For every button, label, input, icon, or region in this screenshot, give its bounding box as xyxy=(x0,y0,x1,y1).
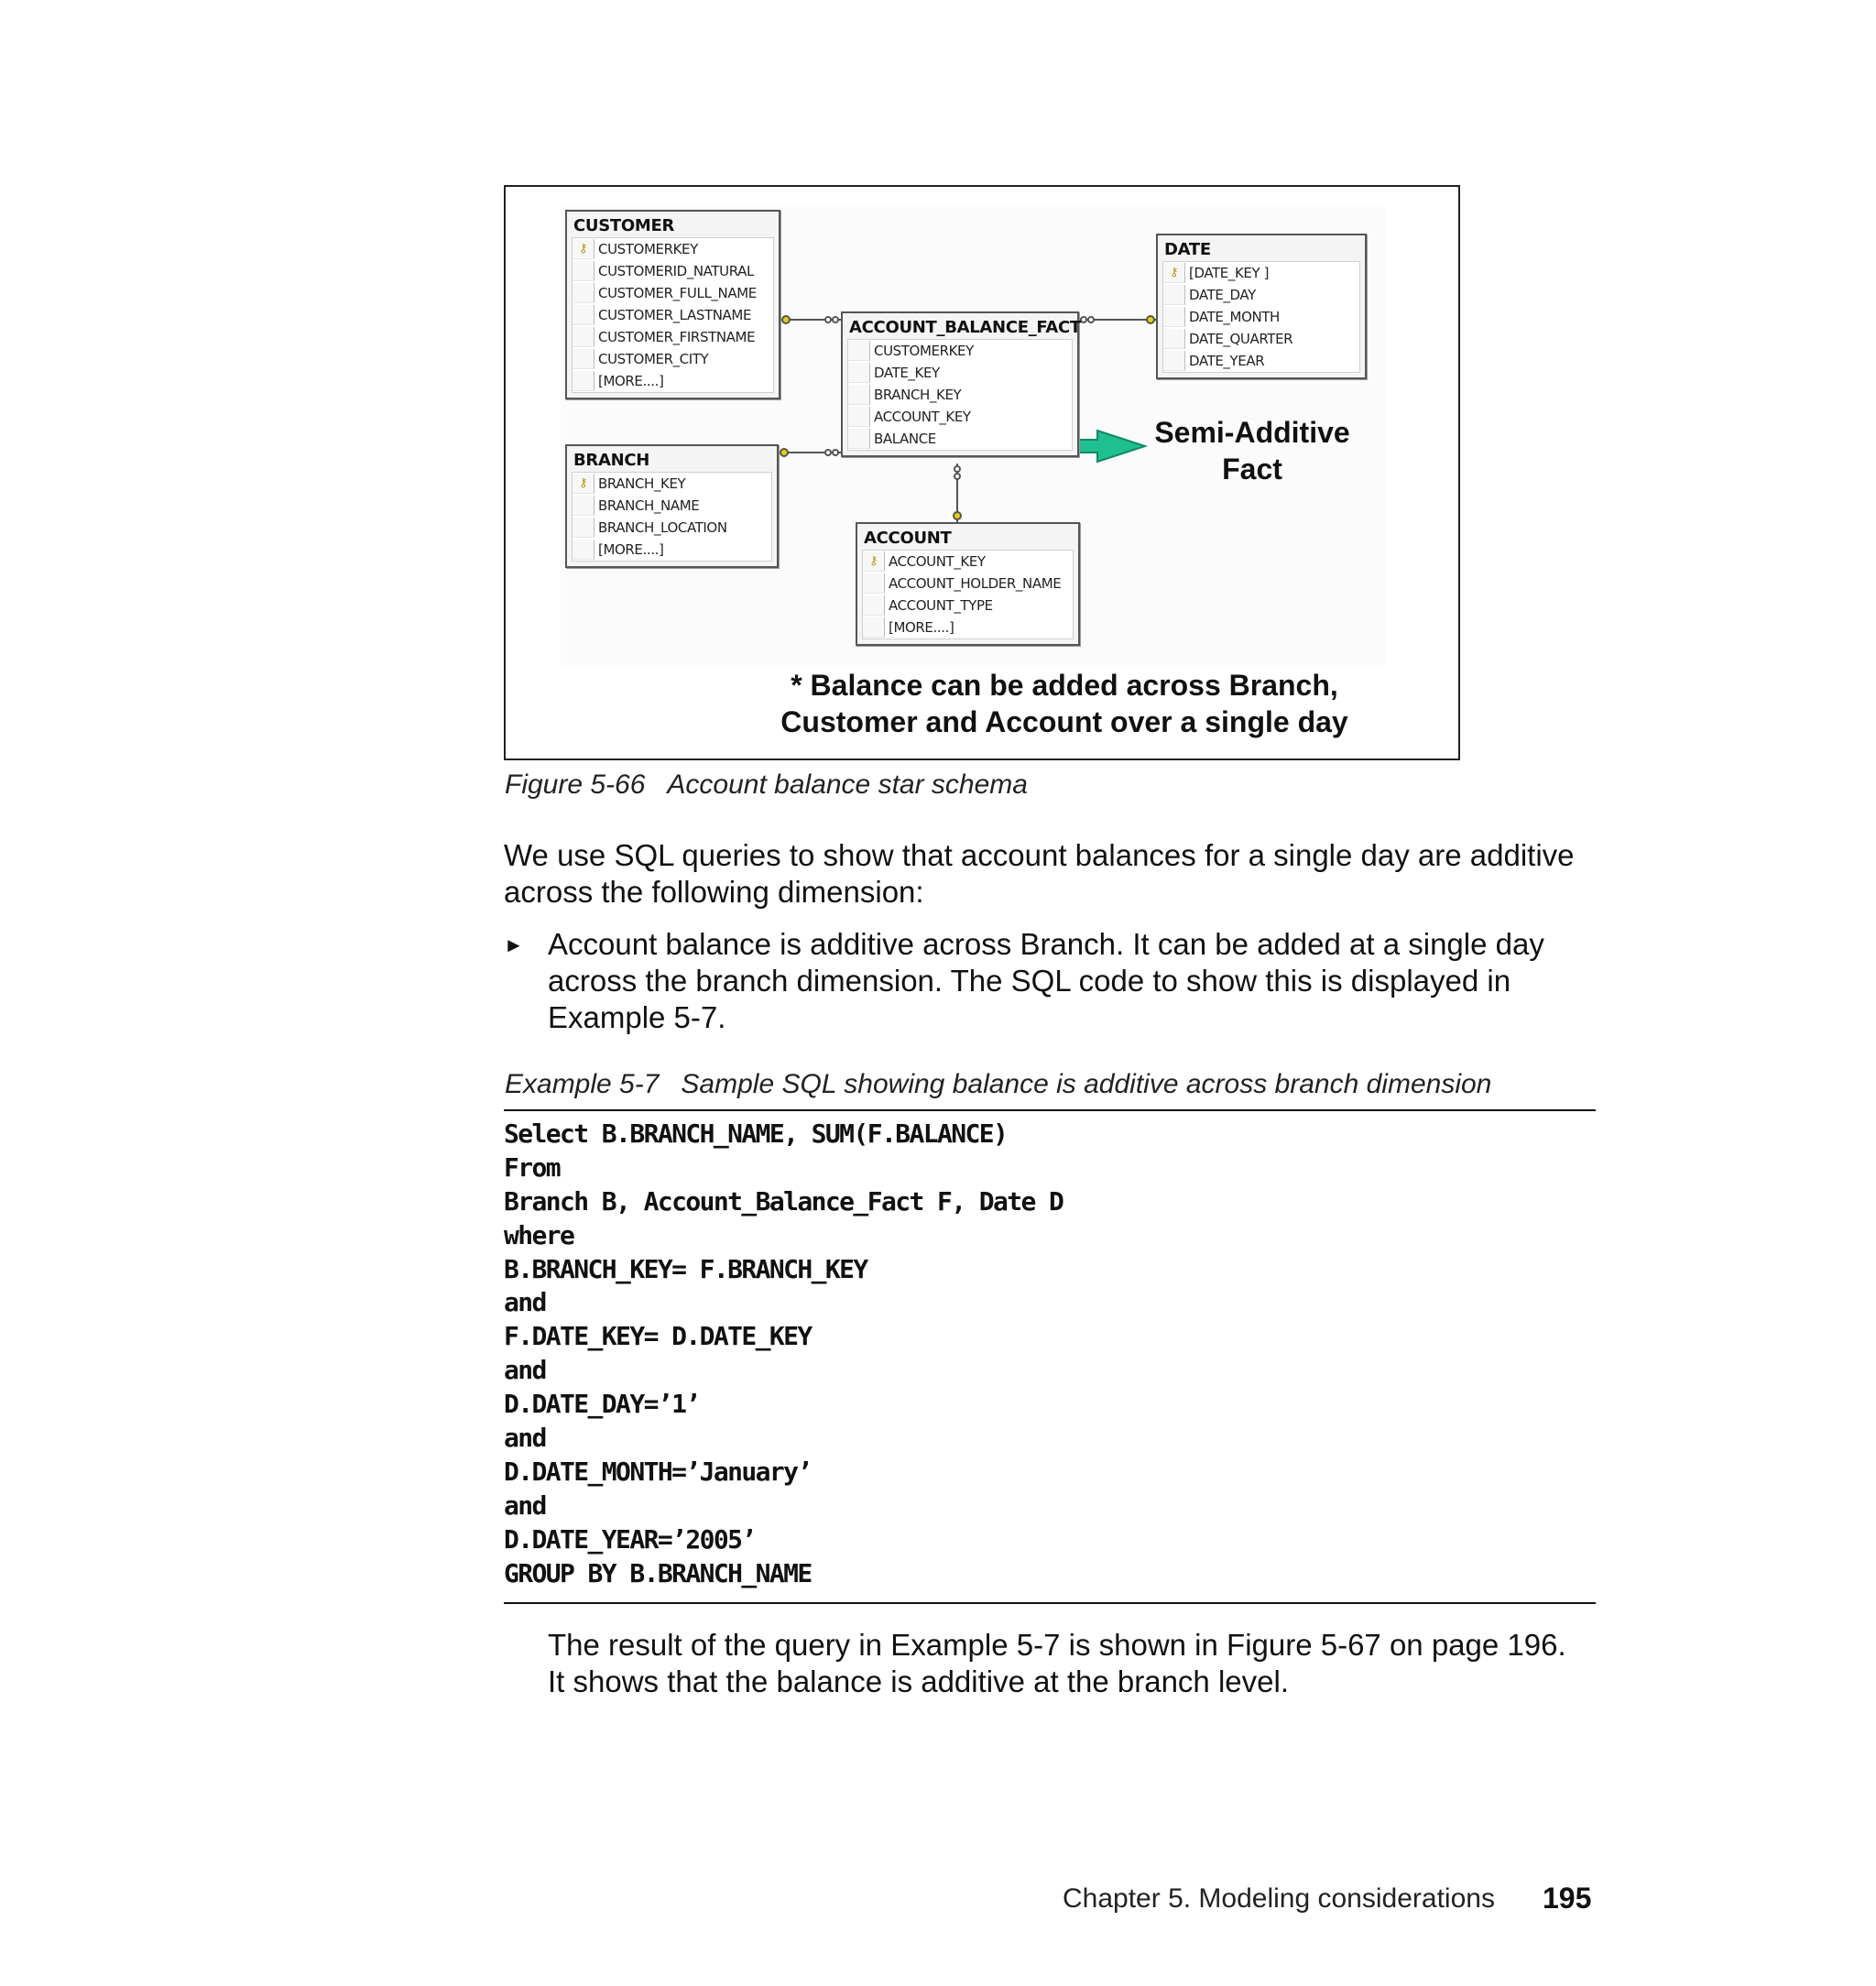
account-table-title: ACCOUNT xyxy=(864,529,952,548)
customer-table-title: CUSTOMER xyxy=(573,216,675,235)
column-row: CUSTOMER_FULL_NAME xyxy=(573,282,773,304)
code-line: and xyxy=(504,1287,546,1318)
figure-title: Account balance star schema xyxy=(667,769,1028,800)
column-row: CUSTOMER_CITY xyxy=(573,348,773,370)
branch-table-title: BRANCH xyxy=(573,451,650,470)
key-icon: ⚷ xyxy=(863,551,885,572)
column-row: CUSTOMER_LASTNAME xyxy=(573,304,773,326)
example-number: Example 5-7 xyxy=(505,1069,660,1099)
column-row: DATE_MONTH xyxy=(1163,306,1359,328)
fact-table-title: ACCOUNT_BALANCE_FACT xyxy=(849,318,1081,337)
branch-columns xyxy=(572,472,772,562)
column-row: BALANCE xyxy=(848,428,1072,450)
code-line: GROUP BY B.BRANCH_NAME xyxy=(504,1557,812,1588)
semi-additive-label: Semi-Additive Fact xyxy=(1154,416,1350,486)
code-line: D.DATE_MONTH=’January’ xyxy=(504,1456,812,1487)
column-row: BRANCH_LOCATION xyxy=(573,517,771,539)
column-row: BRANCH_KEY xyxy=(848,384,1072,406)
column-row: ⚷ ACCOUNT_KEY xyxy=(863,551,1073,573)
code-top-rule xyxy=(504,1109,1596,1111)
date-columns xyxy=(1162,261,1360,373)
code-line: D.DATE_YEAR=’2005’ xyxy=(504,1523,756,1555)
column-row: ⚷ BRANCH_KEY xyxy=(573,473,771,495)
code-line: From xyxy=(504,1151,561,1183)
column-row: ⚷ [DATE_KEY ] xyxy=(1163,262,1359,284)
intro-paragraph: We use SQL queries to show that account balances for a single day are additive across the following dimension: xyxy=(504,838,1575,909)
footer-page-number: 195 xyxy=(1543,1882,1592,1915)
column-row: BRANCH_NAME xyxy=(573,495,771,517)
column-row: DATE_DAY xyxy=(1163,284,1359,306)
column-row: [MORE....] xyxy=(573,539,771,561)
code-line: and xyxy=(504,1355,546,1386)
code-line: D.DATE_DAY=’1’ xyxy=(504,1389,700,1420)
code-line: and xyxy=(504,1490,546,1521)
code-bottom-rule xyxy=(504,1602,1596,1604)
code-line: where xyxy=(504,1219,574,1250)
example-caption xyxy=(505,1069,1491,1100)
code-line: F.DATE_KEY= D.DATE_KEY xyxy=(504,1321,812,1352)
result-paragraph: The result of the query in Example 5-7 is shown in Figure 5-67 on page 196. It shows that the balance is additive at the branch level. xyxy=(548,1628,1566,1698)
branch-table xyxy=(565,444,779,568)
balance-note: * Balance can be added across Branch, Customer and Account over a single day xyxy=(780,669,1348,738)
branch-fact-link xyxy=(779,449,841,456)
date-table xyxy=(1156,234,1367,379)
fact-account-link xyxy=(954,464,961,522)
example-title: Sample SQL showing balance is additive across branch dimension xyxy=(681,1069,1492,1099)
bullet-paragraph: Account balance is additive across Branch. It can be added at a single day across the branch dimension. The SQL code to show this is displayed in Example 5-7. xyxy=(548,927,1544,1034)
column-row: ACCOUNT_HOLDER_NAME xyxy=(863,573,1073,595)
code-line: Branch B, Account_Balance_Fact F, Date D xyxy=(504,1185,1063,1217)
column-row: DATE_QUARTER xyxy=(1163,328,1359,350)
fact-date-link xyxy=(1078,316,1156,323)
column-row: [MORE....] xyxy=(863,617,1073,638)
fact-columns xyxy=(847,339,1073,451)
column-row: DATE_KEY xyxy=(848,362,1072,384)
key-icon: ⚷ xyxy=(573,474,594,494)
key-icon: ⚷ xyxy=(1163,263,1185,283)
column-row: ⚷ CUSTOMERKEY xyxy=(573,238,773,260)
code-line: B.BRANCH_KEY= F.BRANCH_KEY xyxy=(504,1253,867,1284)
account-columns xyxy=(862,550,1074,639)
customer-columns xyxy=(572,237,774,393)
column-row: ACCOUNT_TYPE xyxy=(863,595,1073,617)
code-line: and xyxy=(504,1423,546,1454)
figure-number: Figure 5-66 xyxy=(505,769,646,800)
footer-chapter-title: Chapter 5. Modeling considerations xyxy=(1063,1883,1495,1914)
column-row: DATE_YEAR xyxy=(1163,350,1359,372)
column-row: CUSTOMERID_NATURAL xyxy=(573,260,773,282)
code-line: Select B.BRANCH_NAME, SUM(F.BALANCE) xyxy=(504,1118,1008,1149)
customer-table xyxy=(565,210,780,399)
fact-table xyxy=(841,311,1079,457)
sql-code-block xyxy=(504,1118,1063,1590)
key-icon: ⚷ xyxy=(573,239,594,259)
figure-frame xyxy=(504,185,1460,760)
column-row: CUSTOMERKEY xyxy=(848,340,1072,362)
account-table xyxy=(856,522,1080,646)
column-row: CUSTOMER_FIRSTNAME xyxy=(573,326,773,348)
bullet-triangle-icon: ► xyxy=(504,933,524,956)
column-row: ACCOUNT_KEY xyxy=(848,406,1072,428)
column-row: [MORE....] xyxy=(573,370,773,392)
date-table-title: DATE xyxy=(1164,240,1211,259)
figure-caption xyxy=(505,769,1028,801)
customer-fact-link xyxy=(780,316,841,323)
